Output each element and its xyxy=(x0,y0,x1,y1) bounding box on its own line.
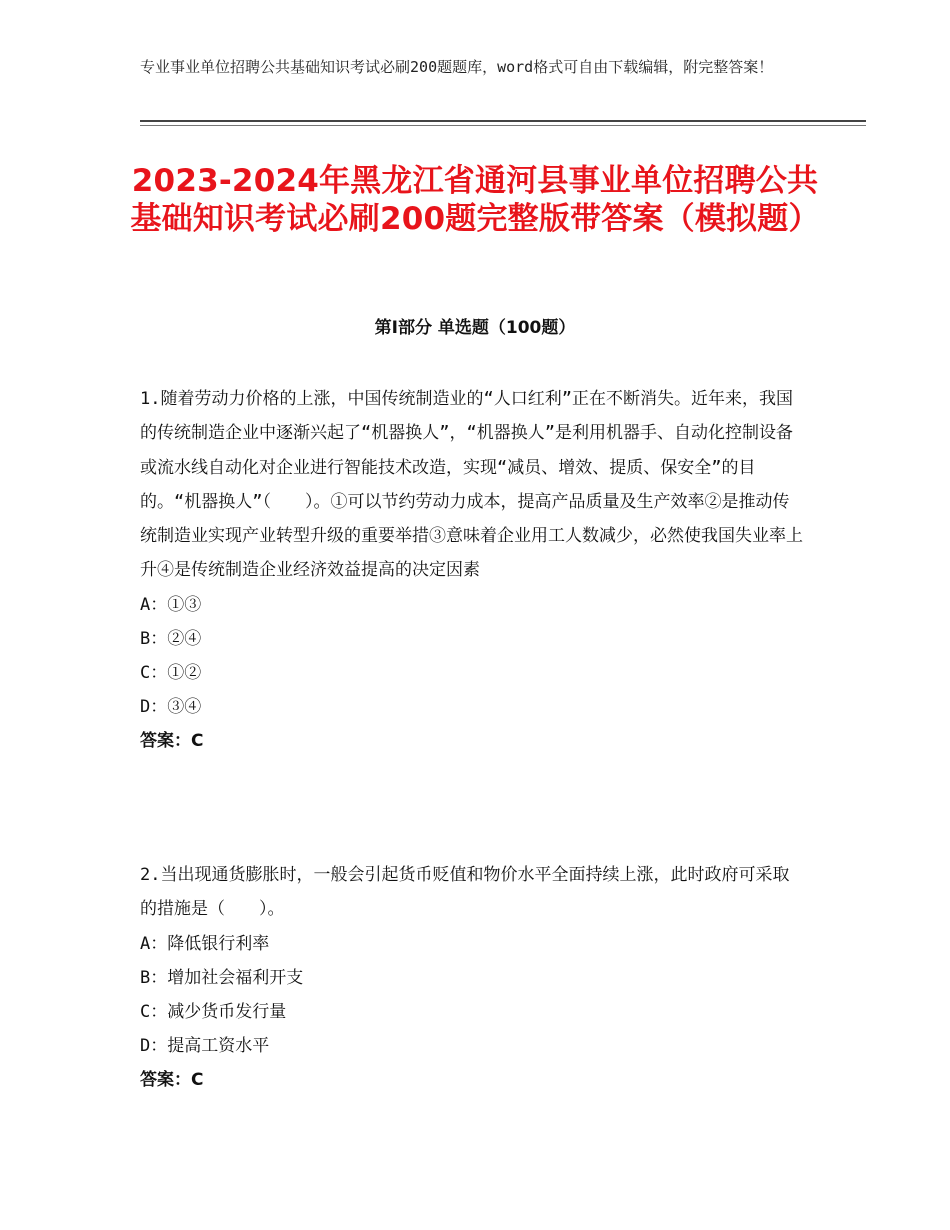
option-b: B：增加社会福利开支 xyxy=(140,967,304,988)
option-b: B：②④ xyxy=(140,628,202,649)
answer-line: 答案：C xyxy=(140,730,204,751)
option-c: C：①② xyxy=(140,662,202,683)
answer-line: 答案：C xyxy=(140,1069,204,1090)
option-d: D：③④ xyxy=(140,696,202,717)
option-a: A：降低银行利率 xyxy=(140,933,270,954)
header-note: 专业事业单位招聘公共基础知识考试必刷200题题库，word格式可自由下载编辑，附完整答案！ xyxy=(140,58,774,76)
option-d: D：提高工资水平 xyxy=(140,1035,270,1056)
option-a: A：①③ xyxy=(140,594,202,615)
header-divider xyxy=(140,120,866,122)
question-block xyxy=(140,382,805,758)
option-c: C：减少货币发行量 xyxy=(140,1001,287,1022)
header-divider-thin xyxy=(140,125,866,126)
question-block xyxy=(140,858,805,1097)
question-stem: 1.随着劳动力价格的上涨，中国传统制造业的“人口红利”正在不断消失。近年来，我国的传统制造企业中逐渐兴起了“机器换人”，“机器换人”是利用机器手、自动化控制设备或流水线自动化对企业进行智能技术改造，实现“减员、增效、提质、保安全”的目的。“机器换人”（ ）。①可以节约劳动力成本，提高产品质量及生产效率②是推动传统制造业实现产业转型升级的重要举措③意味着企业用工人数减少，必然使我国失业率上升④是传统制造企业经济效益提高的决定因素 xyxy=(140,389,803,581)
document-title: 2023-2024年黑龙江省通河县事业单位招聘公共基础知识考试必刷200题完整版带答案（模拟题） xyxy=(130,163,820,237)
section-title: 第Ⅰ部分 单选题（100题） xyxy=(374,318,576,338)
question-stem: 2.当出现通货膨胀时，一般会引起货币贬值和物价水平全面持续上涨，此时政府可采取的措施是（ ）。 xyxy=(140,865,790,920)
